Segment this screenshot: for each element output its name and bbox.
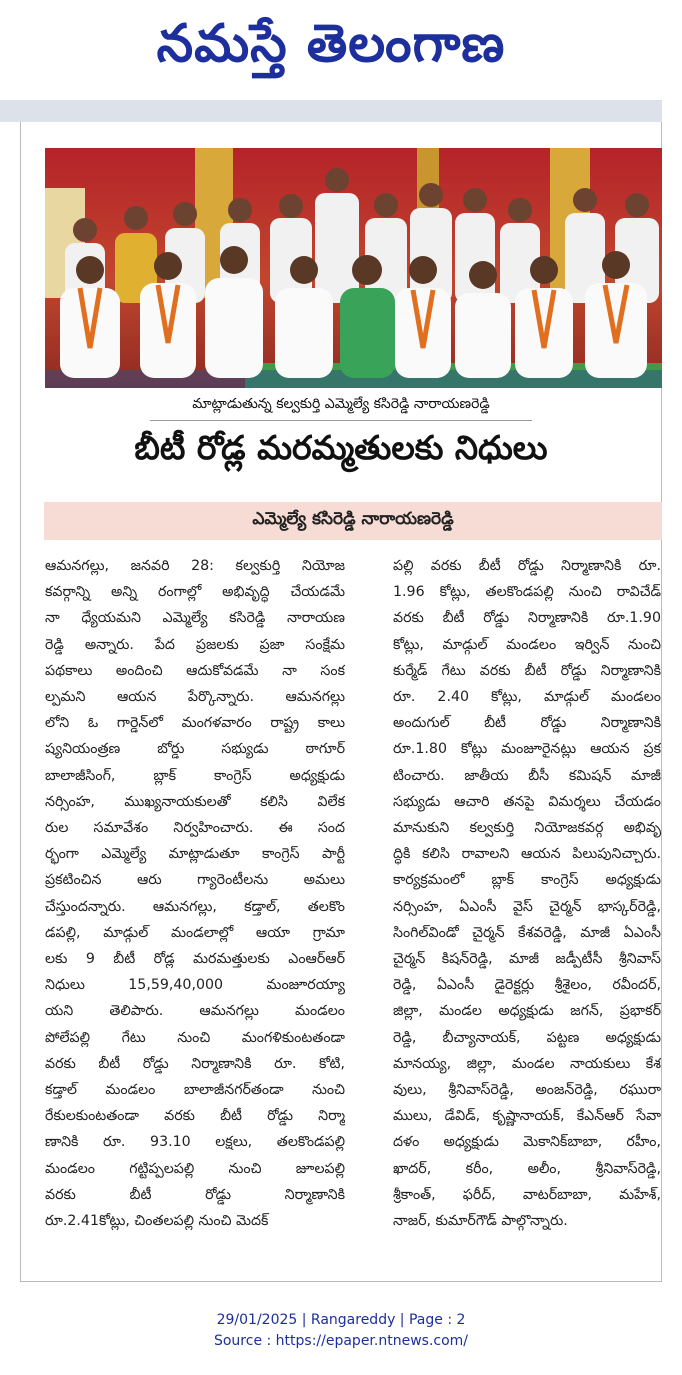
- article-line: జిల్లా, మండల అధ్యక్షుడు జగన్, ప్రభాకర్: [393, 1003, 661, 1020]
- article-line: రెడ్డి, బీచ్యానాయక్, పట్టణ అధ్యక్షుడు: [393, 1029, 661, 1046]
- photo-caption: మాట్లాడుతున్న కల్వకుర్తి ఎమ్మెల్యే కసిరెడ్డి నారాయణరెడ్డి: [192, 396, 490, 412]
- article-line: శ్రీకాంత్, ఫరీద్, వాటర్‌బాబా, మహేశ్,: [393, 1186, 661, 1203]
- article-headline: బీటీ రోడ్ల మరమ్మతులకు నిధులు: [134, 428, 548, 467]
- masthead-divider-bar: [0, 100, 662, 122]
- article-line: నర్సింహ, ముఖ్యనాయకులతో కలిసి విలేక: [45, 793, 345, 810]
- article-line: ణానికి రూ. 93.10 లక్షలు, తలకొండపల్లి: [45, 1134, 345, 1151]
- article-line: రెడ్డి అన్నారు. పేద ప్రజలకు ప్రజా సంక్షేమ: [45, 636, 345, 653]
- article-line: వరకు బీటీ రోడ్డు నిర్మాణానికి రూ.1.90: [393, 610, 661, 627]
- article-line: ల్పమని ఆయన పేర్కొన్నారు. ఆమనగల్లు: [45, 689, 345, 706]
- article-line: వులు, శ్రీనివాస్‌రెడ్డి, అంజన్‌రెడ్డి, రఘురా: [393, 1082, 661, 1099]
- article-line: పోలేపల్లి గేటు నుంచి మంగళికుంటతండా: [45, 1029, 345, 1046]
- article-line: ములు, డేవిడ్, కృష్ణానాయక్, కేఎన్‌ఆర్ సేవా: [393, 1108, 661, 1125]
- group-photo: [45, 148, 662, 388]
- article-line: రేకులకుంటతండా వరకు బీటీ రోడ్డు నిర్మా: [45, 1108, 345, 1125]
- article-line: నాజర్, కుమార్‌గౌడ్ పాల్గొన్నారు.: [393, 1213, 568, 1230]
- article-line: కడ్తాల్ మండలం బాలాజీనగర్‌తండా నుంచి: [45, 1082, 345, 1099]
- article-line: అందుగుల్ బీటీ రోడ్డు నిర్మాణానికి: [393, 715, 661, 732]
- article-line: రూ. 2.40 కోట్లు, మాడ్గుల్ మండలం: [393, 689, 661, 706]
- article-line: సింగిల్‌విండో చైర్మన్ కేశవరెడ్డి, మాజీ ఏఎంసీ: [393, 924, 661, 941]
- article-line: పథకాలు అందించి ఆదుకోవడమే నా సంక: [45, 662, 345, 679]
- article-line: ఖాదర్, కరీం, అలీం, శ్రీనివాస్‌రెడ్డి,: [393, 1160, 661, 1177]
- article-column-left: [45, 553, 345, 1234]
- article-line: లోని ఓ గార్డెన్‌లో మంగళవారం రాష్ట్ర కాలు: [45, 715, 345, 732]
- subheadline-text: ఎమ్మెల్యే కసిరెడ్డి నారాయణరెడ్డి: [252, 509, 454, 529]
- article-line: వరకు బీటీ రోడ్డు నిర్మాణానికి: [45, 1186, 345, 1203]
- caption-divider: [150, 420, 532, 421]
- article-line: ప్రకటించిన ఆరు గ్యారెంటీలను అమలు: [45, 872, 345, 889]
- article-line: రూ.2.41కోట్లు, చింతలపల్లి నుంచి మెదక్: [45, 1213, 269, 1230]
- article-line: మానుకుని కల్వకుర్తి నియోజకవర్గ అభివృ: [393, 820, 661, 837]
- article-line: మానయ్య, జిల్లా, మండల నాయకులు కేశ: [393, 1055, 661, 1072]
- article-subheadline: [44, 502, 662, 540]
- article-line: రెడ్డి, ఏఎంసీ డైరెక్టర్లు శ్రీశైలం, రవీందర్,: [393, 977, 661, 994]
- article-line: చేస్తుందన్నారు. ఆమనగల్లు, కడ్తాల్, తలకొం: [45, 898, 345, 915]
- article-line: కోట్లు, మాడ్గుల్ మండలం ఇర్విన్ నుంచి: [393, 636, 661, 653]
- newspaper-logo: నమస్తే తెలంగాణ: [156, 13, 506, 74]
- article-line: యని తెలిపారు. ఆమనగల్లు మండలం: [45, 1003, 345, 1020]
- group-photo-image: [45, 148, 662, 388]
- article-line: మండలం గట్టిప్పలపల్లి నుంచి జూలపల్లి: [45, 1160, 345, 1177]
- page-footer: [0, 1310, 682, 1352]
- article-line: పల్లి వరకు బీటీ రోడ్డు నిర్మాణానికి రూ.: [393, 558, 661, 574]
- article-line: దళం అధ్యక్షుడు మెకానిక్‌బాబా, రహీం,: [393, 1134, 661, 1151]
- masthead: [0, 0, 662, 100]
- article-line: వరకు బీటీ రోడ్డు నిర్మాణానికి రూ. కోటి,: [45, 1055, 345, 1072]
- article-line: ర్భంగా ఎమ్మెల్యే మాట్లాడుతూ కాంగ్రెస్ పార్టీ: [45, 846, 345, 863]
- article-line: నర్సింహ, ఏఎంసీ వైస్ చైర్మన్ భాస్కర్‌రెడ్డి,: [393, 898, 661, 915]
- article-line: టించారు. జాతీయ బీసీ కమిషన్ మాజీ: [393, 767, 661, 784]
- article-line: సభ్యుడు ఆచారి తనపై విమర్శలు చేయడం: [393, 793, 661, 810]
- footer-source: Source : https://epaper.ntnews.com/: [213, 1333, 469, 1349]
- article-line: నిధులు 15,59,40,000 మంజూరయ్యా: [45, 977, 345, 994]
- article-line: రుల సమావేశం నిర్వహించారు. ఈ సంద: [45, 820, 345, 837]
- article-column-right: [393, 553, 661, 1234]
- article-line: కవర్గాన్ని అన్ని రంగాల్లో అభివృద్ధి చేయడమే: [45, 584, 345, 601]
- article-line: లకు 9 బీటీ రోడ్ల మరమత్తులకు ఎంఆర్‌ఆర్: [45, 951, 345, 968]
- article-line: చైర్మన్ కిషన్‌రెడ్డి, మాజీ జడ్పీటీసీ శ్రీనివాస్: [393, 951, 661, 968]
- article-line: కుర్మేడ్ గేటు వరకు బీటీ రోడ్డు నిర్మాణానికి: [393, 662, 661, 679]
- article-line: బాలాజీసింగ్, బ్లాక్ కాంగ్రెస్ అధ్యక్షుడు: [45, 767, 345, 784]
- article-line: నా ధ్యేయమని ఎమ్మెల్యే కసిరెడ్డి నారాయణ: [45, 610, 345, 627]
- article-line: రూ.1.80 కోట్లు మంజూరైనట్లు ఆయన ప్రక: [393, 741, 661, 758]
- article-line: ష్యనియంత్రణ బోర్డు సభ్యుడు ఠాగూర్: [45, 741, 345, 758]
- footer-date-edition: 29/01/2025 | Rangareddy | Page : 2: [216, 1312, 466, 1328]
- article-line: ద్ధికి కలిసి రావాలని ఆయన పిలుపునిచ్చారు.: [393, 846, 661, 863]
- article-line: కార్యక్రమంలో బ్లాక్ కాంగ్రెస్ అధ్యక్షుడు: [393, 872, 661, 889]
- article-line: 1.96 కోట్లు, తలకొండపల్లి నుంచి రావిచేడ్: [393, 584, 661, 601]
- article-line: డపల్లి, మాడ్గుల్ మండలాల్లో ఆయా గ్రామా: [45, 924, 345, 941]
- article-line: ఆమనగల్లు, జనవరి 28: కల్వకుర్తి నియోజ: [45, 558, 345, 574]
